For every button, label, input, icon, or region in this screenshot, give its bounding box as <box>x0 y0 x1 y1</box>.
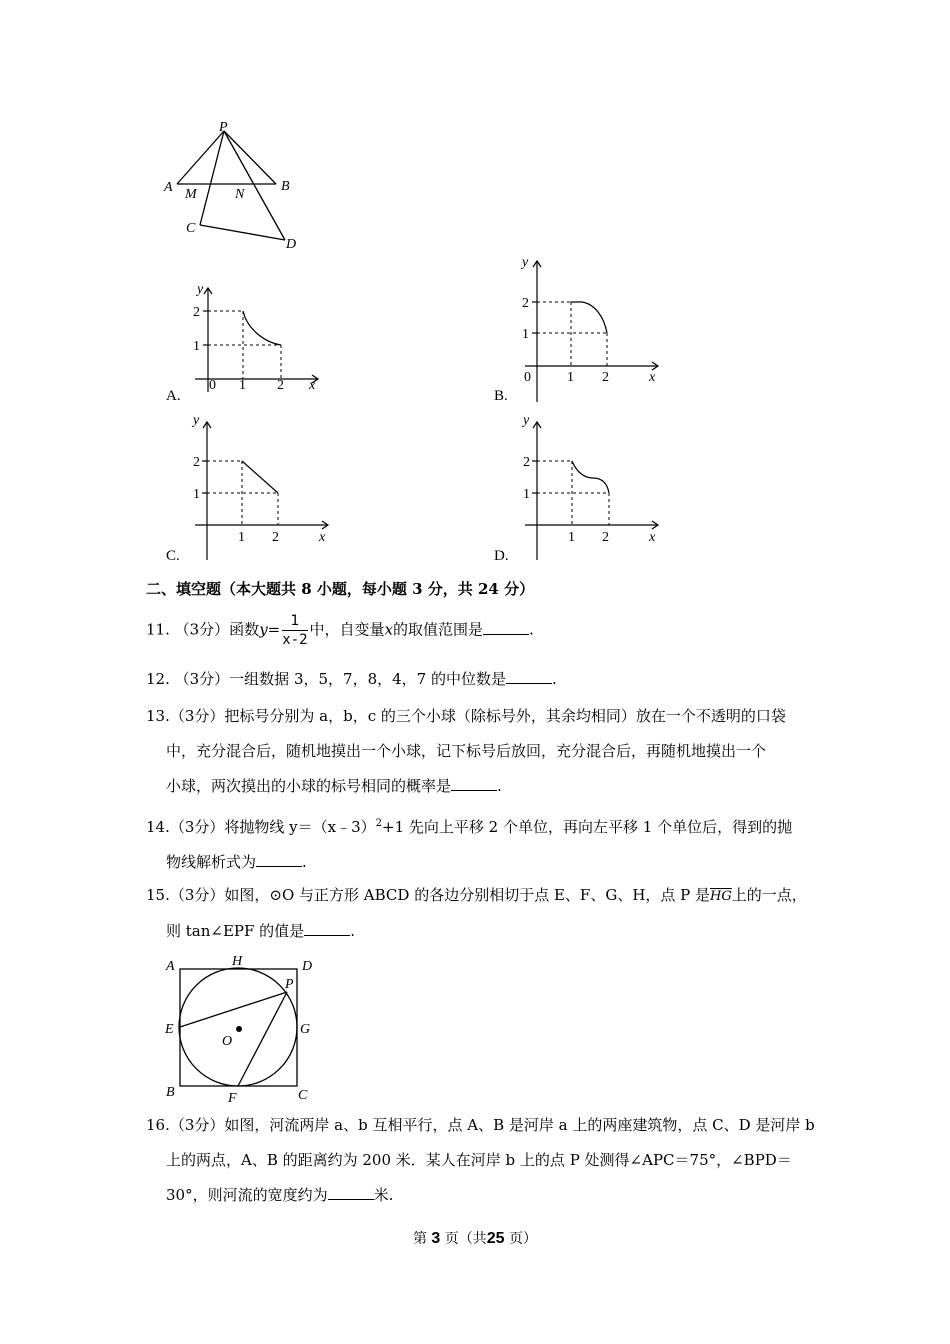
tick-x: 1 <box>567 370 574 385</box>
tick-x: 2 <box>602 370 609 385</box>
label-b: B <box>281 179 290 194</box>
tick-x: 0 <box>524 370 531 385</box>
q11-var-y: y <box>259 620 268 639</box>
option-d-graph <box>515 410 665 562</box>
label-p: P <box>219 120 228 135</box>
page-total: 25 <box>486 1230 505 1247</box>
tick-x: 2 <box>602 530 609 545</box>
label-d: D <box>286 237 297 252</box>
axis-y: y <box>522 255 529 270</box>
tick-y: 2 <box>193 455 200 470</box>
q15-line2: 则 tan∠EPF 的值是 . <box>166 922 355 940</box>
q11-numerator: 1 <box>282 612 307 631</box>
label-c: C <box>298 1088 308 1102</box>
option-c-graph <box>185 410 335 562</box>
page-footer: 第 3 页（共25 页） <box>412 1230 538 1247</box>
axis-x: x <box>649 530 656 545</box>
q15-arc: $\overline{HG}$ <box>710 889 732 904</box>
section-title: 二、填空题（本大题共 8 小题，每小题 3 分，共 24 分） <box>146 580 535 598</box>
tick-x: 2 <box>277 378 284 393</box>
q11-fraction <box>282 612 307 649</box>
tick-y: 2 <box>523 455 530 470</box>
question-15 <box>146 878 807 949</box>
q12-text: （3分）一组数据 3，5，7，8，4，7 的中位数是 <box>174 670 506 688</box>
label-e: E <box>165 1022 174 1037</box>
question-14 <box>146 806 792 880</box>
label-o: O <box>222 1034 233 1049</box>
tick-y: 2 <box>193 305 200 320</box>
q15-answer-blank[interactable] <box>304 921 350 936</box>
tick-y: 1 <box>193 487 200 502</box>
q13-line1: 13.（3分）把标号分别为 a，b，c 的三个小球（除标号外，其余均相同）放在一个不透明的口袋 <box>146 707 786 725</box>
q16-answer-blank[interactable] <box>328 1185 374 1200</box>
axis-x: x <box>309 378 316 393</box>
label-g: G <box>300 1022 311 1037</box>
option-b-graph <box>515 255 665 405</box>
tick-x: 1 <box>238 530 245 545</box>
question-12 <box>146 662 557 697</box>
label-b: B <box>166 1085 175 1100</box>
q16-line2: 上的两点，A、B 的距离约为 200 米．某人在河岸 b 上的点 P 处测得∠APC＝75°，∠BPD＝ <box>166 1151 792 1169</box>
q16-line3: 30°，则河流的宽度约为 米. <box>166 1186 394 1204</box>
q13-answer-blank[interactable] <box>451 776 497 791</box>
q11-text3: 的取值范围是 <box>393 620 484 639</box>
q12-answer-blank[interactable] <box>506 669 552 684</box>
q11-eq: = <box>267 620 281 639</box>
q11-denominator: x-2 <box>282 632 308 648</box>
label-p: P <box>285 977 294 992</box>
label-f: F <box>228 1091 237 1102</box>
label-m: M <box>185 187 197 202</box>
center-dot <box>236 1026 242 1032</box>
q14-answer-blank[interactable] <box>256 852 302 867</box>
q14-line2: 物线解析式为 . <box>166 853 307 871</box>
axis-x: x <box>649 370 656 385</box>
q11-score: （3分）函数 <box>174 620 260 639</box>
option-a-label[interactable]: A. <box>166 388 181 404</box>
page-number: 3 <box>431 1230 441 1247</box>
q11-end: . <box>529 620 534 639</box>
tick-x: 0 <box>209 378 216 393</box>
label-a: A <box>166 959 175 974</box>
tick-y: 2 <box>522 296 529 311</box>
option-b-label[interactable]: B. <box>494 388 508 404</box>
question-13 <box>146 699 786 804</box>
figure-circle-square <box>160 950 330 1102</box>
q11-answer-blank[interactable] <box>483 620 529 635</box>
figure-pmn <box>150 115 320 255</box>
q11-text2: 中，自变量 <box>309 620 385 639</box>
tick-x: 1 <box>568 530 575 545</box>
q16-line1: 16.（3分）如图，河流两岸 a、b 互相平行，点 A、B 是河岸 a 上的两座建筑物，点 C、D 是河岸 b <box>146 1116 815 1134</box>
q12-number: 12. <box>146 670 170 688</box>
label-n: N <box>235 187 245 202</box>
label-h: H <box>232 954 243 969</box>
label-d: D <box>302 959 313 974</box>
q15-line1: 15.（3分）如图，⊙O 与正方形 ABCD 的各边分别相切于点 E、F、G、H，点 P 是$\overline{HG}$上的一点， <box>146 886 807 904</box>
label-c: C <box>186 221 196 236</box>
tick-x: 2 <box>272 530 279 545</box>
axis-y: y <box>523 413 530 428</box>
axis-y: y <box>193 413 200 428</box>
label-a: A <box>164 180 173 195</box>
q11-var-x: x <box>384 620 394 639</box>
tick-y: 1 <box>193 339 200 354</box>
q11-number: 11. <box>146 620 170 639</box>
axis-x: x <box>319 530 326 545</box>
tick-y: 1 <box>522 327 529 342</box>
q13-line2: 中，充分混合后，随机地摸出一个小球，记下标号后放回，充分混合后，再随机地摸出一个 <box>166 742 767 760</box>
question-16 <box>146 1108 815 1213</box>
q12-end: . <box>551 670 557 688</box>
option-c-label[interactable]: C. <box>166 548 180 564</box>
tick-x: 1 <box>239 378 246 393</box>
axis-y: y <box>197 282 204 297</box>
question-11 <box>146 612 534 649</box>
q13-line3: 小球，两次摸出的小球的标号相同的概率是 . <box>166 777 502 795</box>
option-d-label[interactable]: D. <box>494 548 509 564</box>
q14-line1: 14.（3分）将抛物线 y＝（x﹣3）$^2$+1 先向上平移 2 个单位，再向左平移 1 个单位后，得到的抛 <box>146 818 793 836</box>
tick-y: 1 <box>523 487 530 502</box>
option-a-graph <box>185 280 335 395</box>
